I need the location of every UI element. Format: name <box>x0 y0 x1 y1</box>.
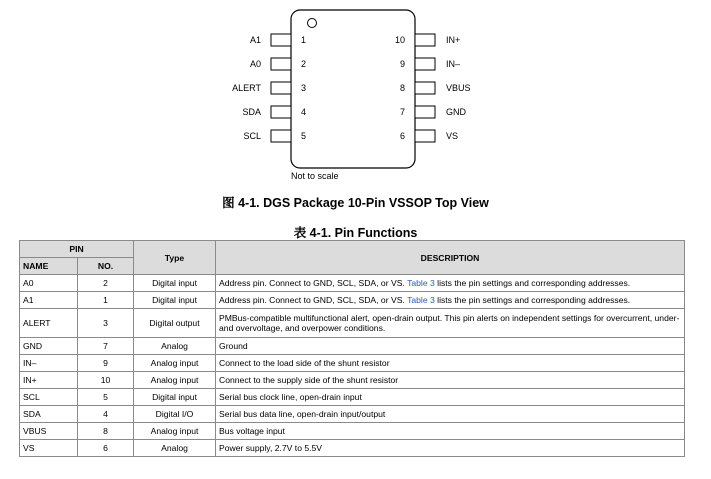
pin-name: SCL <box>20 389 78 406</box>
pin-description: Address pin. Connect to GND, SCL, SDA, or VS. Table 3 lists the pin settings and corresponding addresses. <box>216 292 685 309</box>
pin-name: A0 <box>20 275 78 292</box>
pin-name: IN– <box>20 355 78 372</box>
pin-pad <box>271 34 291 46</box>
pin-number: 1 <box>301 35 307 45</box>
pin-label: IN– <box>446 59 461 69</box>
pin-description: Connect to the load side of the shunt resistor <box>216 355 685 372</box>
table-caption: 表 4-1. Pin Functions <box>293 226 418 240</box>
pin-type: Analog <box>134 338 216 355</box>
pin-number: 3 <box>301 83 307 93</box>
table-row <box>20 292 685 309</box>
pin-label: A1 <box>249 35 261 45</box>
pin-number: 7 <box>399 107 405 117</box>
pin-label: A0 <box>249 59 261 69</box>
pin-number: 6 <box>399 131 405 141</box>
table-link[interactable]: Table 3 <box>407 295 435 305</box>
pin-name: VS <box>20 440 78 457</box>
table-link[interactable]: Table 3 <box>407 278 435 288</box>
pin-name: GND <box>20 338 78 355</box>
pin-type: Analog input <box>134 355 216 372</box>
pin-label: GND <box>446 107 466 117</box>
pin-number: 5 <box>301 131 307 141</box>
pin-label: SCL <box>243 131 261 141</box>
pin-number: 1 <box>78 292 134 309</box>
pin-name: IN+ <box>20 372 78 389</box>
pin-number: 5 <box>78 389 134 406</box>
pin-name: SDA <box>20 406 78 423</box>
pin-label: VS <box>446 131 459 141</box>
pin-pad <box>271 106 291 118</box>
table-row <box>20 389 685 406</box>
pin-pad <box>415 58 435 70</box>
pin-pad <box>415 106 435 118</box>
pin-type: Digital input <box>134 389 216 406</box>
package-diagram <box>0 0 711 190</box>
pin-pad <box>271 58 291 70</box>
type-header: Type <box>134 241 216 275</box>
table-row <box>20 406 685 423</box>
pin-pad <box>415 130 435 142</box>
table-row <box>20 309 685 338</box>
pin-functions-table <box>19 240 685 457</box>
table-row <box>20 440 685 457</box>
table-row <box>20 423 685 440</box>
pin-label: ALERT <box>232 83 261 93</box>
pin-name: A1 <box>20 292 78 309</box>
pin-name: VBUS <box>20 423 78 440</box>
pin-number: 7 <box>78 338 134 355</box>
pin-type: Analog <box>134 440 216 457</box>
description-header: DESCRIPTION <box>216 241 685 275</box>
package-body <box>291 10 415 168</box>
pin-label: SDA <box>242 107 261 117</box>
name-header: NAME <box>20 258 78 275</box>
pin-pad <box>271 130 291 142</box>
table-row <box>20 355 685 372</box>
table-row <box>20 372 685 389</box>
pin-pad <box>415 82 435 94</box>
pin-label: VBUS <box>446 83 471 93</box>
pin-type: Digital input <box>134 275 216 292</box>
pin-pad <box>271 82 291 94</box>
pin-label: IN+ <box>446 35 461 45</box>
pin-description: Serial bus clock line, open-drain input <box>216 389 685 406</box>
figure-caption: 图 4-1. DGS Package 10-Pin VSSOP Top View <box>222 196 489 210</box>
pin-number: 10 <box>394 35 405 45</box>
pin-type: Digital input <box>134 292 216 309</box>
pin-description: Address pin. Connect to GND, SCL, SDA, or VS. Table 3 lists the pin settings and corresponding addresses. <box>216 275 685 292</box>
no-header: NO. <box>78 258 134 275</box>
pin-number: 4 <box>78 406 134 423</box>
pin-description: Power supply, 2.7V to 5.5V <box>216 440 685 457</box>
pin-description: Bus voltage input <box>216 423 685 440</box>
pin-header: PIN <box>20 241 134 258</box>
pin-number: 3 <box>78 309 134 338</box>
pin-number: 4 <box>301 107 307 117</box>
pin-number: 10 <box>78 372 134 389</box>
table-row <box>20 275 685 292</box>
pin-type: Digital output <box>134 309 216 338</box>
table-row <box>20 338 685 355</box>
pin-description: Serial bus data line, open-drain input/output <box>216 406 685 423</box>
pin-number: 8 <box>399 83 405 93</box>
pin-pad <box>415 34 435 46</box>
pin-description: PMBus-compatible multifunctional alert, open-drain output. This pin alerts on independent settings for overcurrent, under- and overvoltage, and overpower conditions. <box>216 309 685 338</box>
scale-note: Not to scale <box>291 171 339 181</box>
pin-number: 6 <box>78 440 134 457</box>
pin-number: 2 <box>301 59 307 69</box>
pin-type: Analog input <box>134 423 216 440</box>
pin-number: 9 <box>78 355 134 372</box>
pin-name: ALERT <box>20 309 78 338</box>
pin-number: 9 <box>399 59 405 69</box>
pin-type: Analog input <box>134 372 216 389</box>
pin-description: Ground <box>216 338 685 355</box>
pin1-marker <box>308 19 317 28</box>
pin-number: 8 <box>78 423 134 440</box>
pin-number: 2 <box>78 275 134 292</box>
pin-type: Digital I/O <box>134 406 216 423</box>
pin-description: Connect to the supply side of the shunt resistor <box>216 372 685 389</box>
